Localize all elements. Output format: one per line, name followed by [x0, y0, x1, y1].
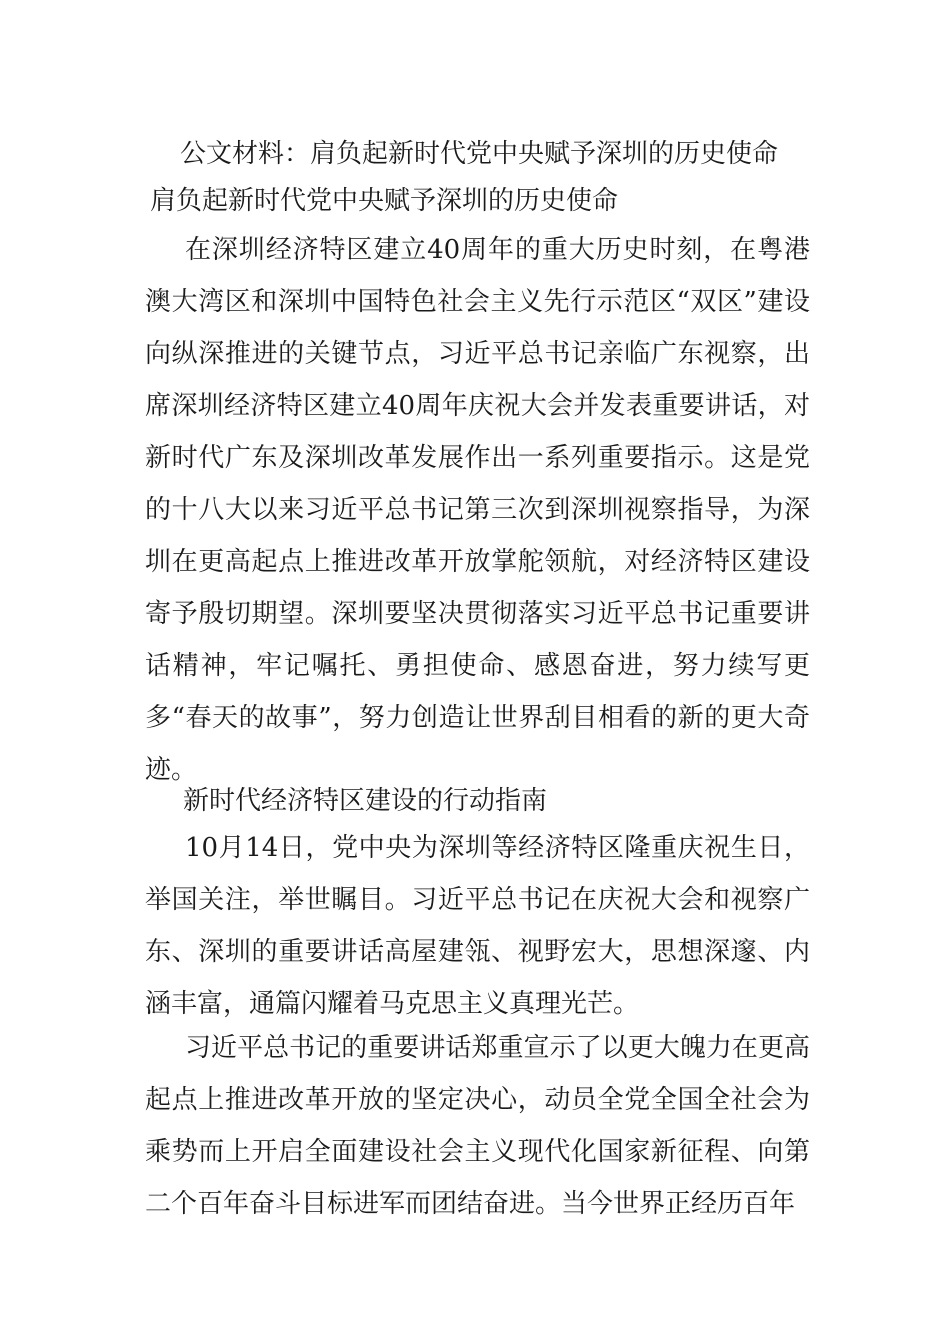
document-title-line-1: 公文材料：肩负起新时代党中央赋予深圳的历史使命: [180, 139, 779, 169]
document-title-line-2: 肩负起新时代党中央赋予深圳的历史使命: [150, 186, 619, 216]
body-paragraph-3-text: 习近平总书记的重要讲话郑重宣示了以更大魄力在更高起点上推进改革开放的坚定决心，动员全党全国全社会为乘势而上开启全面建设社会主义现代化国家新征程、向第二个百年奋斗目标进军而团结奋进。当今世界正经历百年: [145, 1033, 810, 1219]
body-paragraph-1: [145, 224, 810, 796]
section-heading: 新时代经济特区建设的行动指南: [183, 786, 548, 816]
body-paragraph-1-text: 在深圳经济特区建立40周年的重大历史时刻，在粤港澳大湾区和深圳中国特色社会主义先行示范区“双区”建设向纵深推进的关键节点，习近平总书记亲临广东视察，出席深圳经济特区建立40周年庆祝大会并发表重要讲话，对新时代广东及深圳改革发展作出一系列重要指示。这是党的十八大以来习近平总书记第三次到深圳视察指导，为深圳在更高起点上推进改革开放掌舵领航，对经济特区建设寄予殷切期望。深圳要坚决贯彻落实习近平总书记重要讲话精神，牢记嘱托、勇担使命、感恩奋进，努力续写更多“春天的故事”，努力创造让世界刮目相看的新的更大奇迹。: [145, 235, 810, 785]
body-paragraph-2-text: 10月14日，党中央为深圳等经济特区隆重庆祝生日，举国关注，举世瞩目。习近平总书记在庆祝大会和视察广东、深圳的重要讲话高屋建瓴、视野宏大，思想深邃、内涵丰富，通篇闪耀着马克思主义真理光芒。: [145, 833, 810, 1019]
body-paragraph-3: [145, 1022, 810, 1230]
body-paragraph-2: [145, 822, 810, 1030]
